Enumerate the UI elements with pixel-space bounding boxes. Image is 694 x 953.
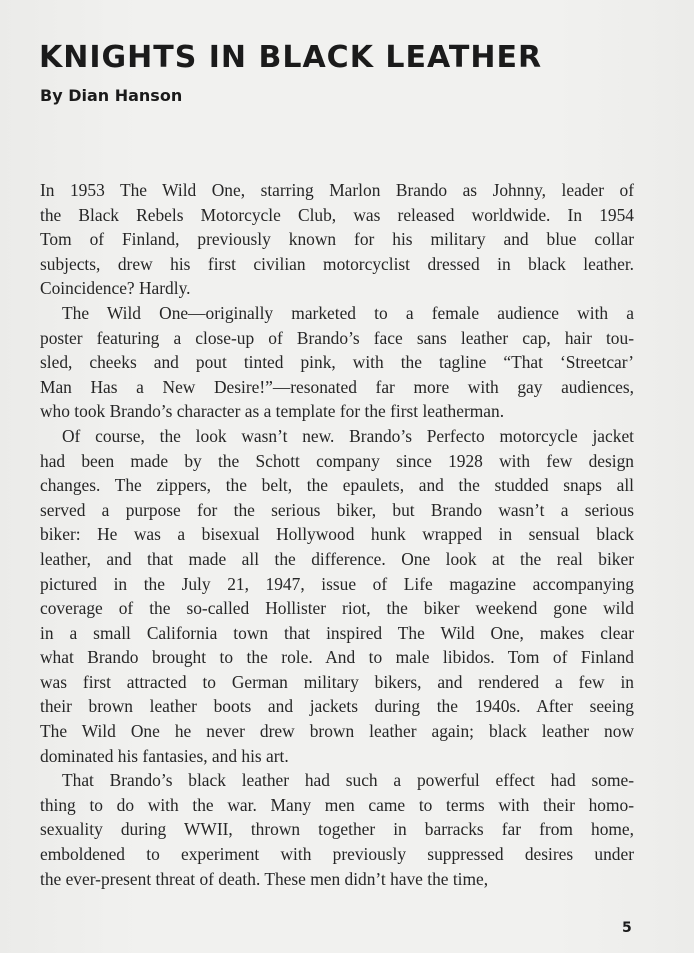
text-line: the ever-present threat of death. These men didn’t have the time, bbox=[40, 868, 489, 889]
text-line: sled, cheeks and pout tinted pink, with the tagline “That ‘Streetcar’ bbox=[40, 352, 634, 373]
text-line: leather, and that made all the difference. One look at the real biker bbox=[40, 548, 634, 569]
text-line: The Wild One he never drew brown leather again; black leather now bbox=[40, 721, 634, 742]
text-line: The Wild One—originally marketed to a female audience with a bbox=[62, 302, 634, 323]
text-line: sexuality during WWII, thrown together in barracks far from home, bbox=[40, 819, 634, 840]
text-line: Man Has a New Desire!”—resonated far more with gay audiences, bbox=[40, 376, 634, 397]
text-line: was first attracted to German military bikers, and rendered a few in bbox=[40, 671, 634, 692]
article-body bbox=[40, 178, 634, 891]
text-line: who took Brando’s character as a template for the first leatherman. bbox=[40, 401, 505, 422]
text-line: coverage of the so-called Hollister riot, the biker weekend gone wild bbox=[40, 598, 634, 619]
paragraph bbox=[40, 178, 634, 301]
text-line: subjects, drew his first civilian motorcyclist dressed in black leather. bbox=[40, 253, 634, 274]
paragraph bbox=[40, 768, 634, 891]
text-line: emboldened to experiment with previously suppressed desires under bbox=[40, 844, 634, 865]
text-line: served a purpose for the serious biker, but Brando wasn’t a serious bbox=[40, 499, 634, 520]
text-line: Tom of Finland, previously known for his military and blue collar bbox=[40, 229, 634, 250]
text-line: what Brando brought to the role. And to male libidos. Tom of Finland bbox=[40, 647, 634, 668]
text-line: Coincidence? Hardly. bbox=[40, 278, 191, 299]
text-line: had been made by the Schott company since 1928 with few design bbox=[40, 450, 634, 471]
page-number: 5 bbox=[622, 920, 632, 936]
text-line: their brown leather boots and jackets during the 1940s. After seeing bbox=[40, 696, 634, 717]
paragraph bbox=[40, 424, 634, 768]
article-title: KNIGHTS IN BLACK LEATHER bbox=[39, 40, 543, 75]
text-line: Of course, the look wasn’t new. Brando’s Perfecto motorcycle jacket bbox=[62, 425, 634, 446]
text-line: dominated his fantasies, and his art. bbox=[40, 745, 289, 766]
text-line: the Black Rebels Motorcycle Club, was released worldwide. In 1954 bbox=[40, 204, 634, 225]
text-line: in a small California town that inspired The Wild One, makes clear bbox=[40, 622, 634, 643]
paragraph bbox=[40, 301, 634, 424]
text-line: biker: He was a bisexual Hollywood hunk wrapped in sensual black bbox=[40, 524, 634, 545]
article-byline: By Dian Hanson bbox=[40, 86, 183, 105]
text-line: That Brando’s black leather had such a powerful effect had some- bbox=[62, 770, 634, 791]
text-line: In 1953 The Wild One, starring Marlon Brando as Johnny, leader of bbox=[40, 180, 634, 200]
text-line: poster featuring a close-up of Brando’s face sans leather cap, hair tou- bbox=[40, 327, 634, 348]
text-line: pictured in the July 21, 1947, issue of Life magazine accompanying bbox=[40, 573, 634, 594]
text-line: changes. The zippers, the belt, the epaulets, and the studded snaps all bbox=[40, 475, 634, 496]
text-line: thing to do with the war. Many men came to terms with their homo- bbox=[40, 794, 634, 815]
